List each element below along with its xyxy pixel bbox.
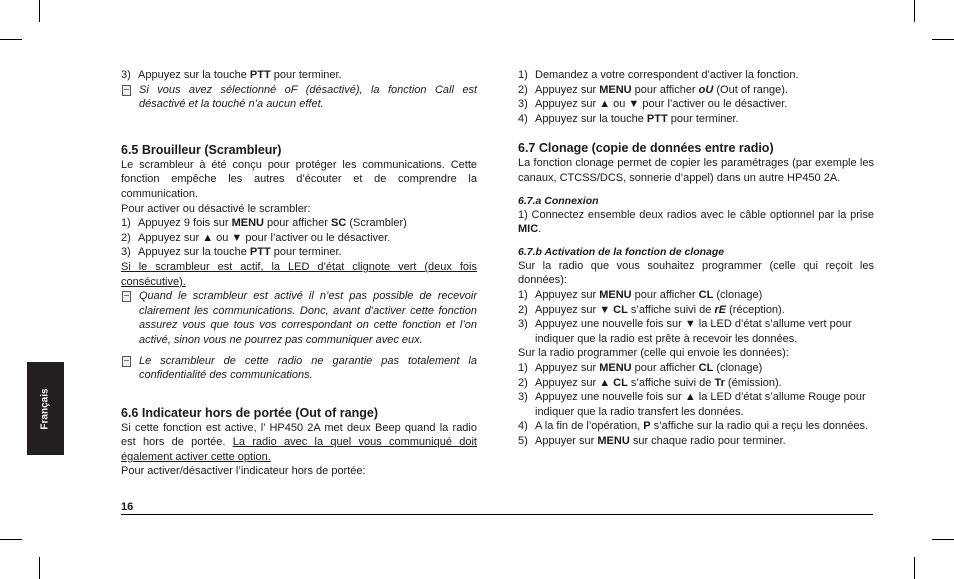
section-heading: 6.7 Clonage (copie de données entre radio) — [518, 141, 774, 156]
paragraph: La fonction clonage permet de copier les paramétrages (par exemple les canaux, CTCSS/DCS, sonnerie d’appel) dans un autre HP450 2A. — [518, 157, 874, 184]
list-item: 4) Appuyez sur la touche PTT pour terminer. — [518, 112, 739, 125]
note-icon — [122, 85, 131, 96]
note: Si vous avez sélectionné oF (désactivé), la fonction Call est désactivé et la touché n’a aucun effet. — [121, 83, 477, 112]
list-item: 3) Appuyez sur ▲ ou ▼ pour l’activer ou le désactiver. — [518, 98, 788, 111]
crop-mark — [914, 557, 915, 579]
list-item: 2) Appuyez sur ▲ CL s’affiche suivi de Tr (émission). — [518, 376, 782, 389]
left-column — [121, 68, 477, 479]
list-item: 2) Appuyez sur ▼ CL s’affiche suivi de rE (réception). — [518, 303, 785, 316]
list-item: 1) Appuyez 9 fois sur MENU pour afficher SC (Scrambler) — [121, 217, 407, 230]
list-item: 3) Appuyez une nouvelle fois sur ▼ la LED d’état s’allume vert pour indiquer que la radio est prête à recevoir les données. — [518, 318, 852, 345]
crop-mark — [932, 539, 954, 540]
list-item: 1) Appuyez sur MENU pour afficher CL (clonage) — [518, 361, 763, 374]
paragraph: 1) Connectez ensemble deux radios avec le câble optionnel par la prise MIC. — [518, 208, 874, 236]
paragraph: Sur la radio que vous souhaitez programmer (celle qui reçoit les données): — [518, 259, 874, 287]
list-item: 2) Appuyez sur ▲ ou ▼ pour l’activer ou le désactiver. — [121, 231, 391, 244]
crop-mark — [0, 39, 22, 40]
list-item: 2) Appuyez sur MENU pour afficher oU (Out of range). — [518, 83, 788, 96]
crop-mark — [39, 557, 40, 579]
list-item: 3) Appuyez sur la touche PTT pour terminer. — [121, 246, 342, 259]
note-icon — [122, 291, 131, 302]
paragraph: Sur la radio programmer (celle qui envoie les données): — [518, 347, 789, 360]
list-item: 3) Appuyez une nouvelle fois sur ▲ la LED d’état s’allume Rouge pour indiquer que la radio transfert les données. — [518, 391, 866, 418]
language-label: Français — [39, 387, 51, 430]
crop-mark — [39, 0, 40, 22]
underlined-note: Si le scrambleur est actif, la LED d’état clignote vert (deux fois consécutive). — [121, 260, 477, 288]
list-item: 5) Appuyer sur MENU sur chaque radio pour terminer. — [518, 434, 786, 447]
list-item: 1) Appuyez sur MENU pour afficher CL (clonage) — [518, 288, 763, 301]
language-tab — [27, 362, 64, 455]
paragraph: Pour activer ou désactivé le scrambler: — [121, 202, 311, 215]
crop-mark — [0, 539, 22, 540]
list-item: 3) Appuyez sur la touche PTT pour terminer. — [121, 69, 342, 81]
paragraph: Si cette fonction est active, l’ HP450 2A met deux Beep quand la radio est hors de portée. La radio avec la quel vous communiqué doit également activer cette option. — [121, 421, 477, 463]
footer-rule — [121, 514, 873, 515]
paragraph: Pour activer/désactiver l’indicateur hors de portée: — [121, 465, 366, 478]
note-icon — [122, 356, 131, 367]
section-heading: 6.6 Indicateur hors de portée (Out of range) — [121, 405, 378, 420]
page-number: 16 — [121, 501, 134, 513]
section-heading: 6.5 Brouilleur (Scrambleur) — [121, 142, 282, 157]
paragraph: Le scrambleur à été conçu pour protéger les communications. Cette fonction empêche les autres d’écouter et de comprendre la communication. — [121, 158, 477, 200]
crop-mark — [914, 0, 915, 22]
crop-mark — [932, 39, 954, 40]
subsection-heading: 6.7.a Connexion — [518, 194, 599, 207]
subsection-heading: 6.7.b Activation de la fonction de clonage — [518, 245, 725, 258]
list-item: 1) Demandez a votre correspondent d’activer la fonction. — [518, 69, 799, 81]
note: Le scrambleur de cette radio ne garantie pas totalement la confidentialité des communications. — [121, 354, 477, 383]
list-item: 4) A la fin de l’opération, P s’affiche sur la radio qui a reçu les données. — [518, 420, 869, 433]
right-column — [518, 68, 874, 448]
note: Quand le scrambleur est activé il n’est pas possible de recevoir clairement les communications. Donc, avant d’activer cette fonction assurez vous que tous vos correspondant on cette fonction et l’on activé, sinon vous ne pourrez pas communiquer avec eux. — [121, 289, 477, 347]
